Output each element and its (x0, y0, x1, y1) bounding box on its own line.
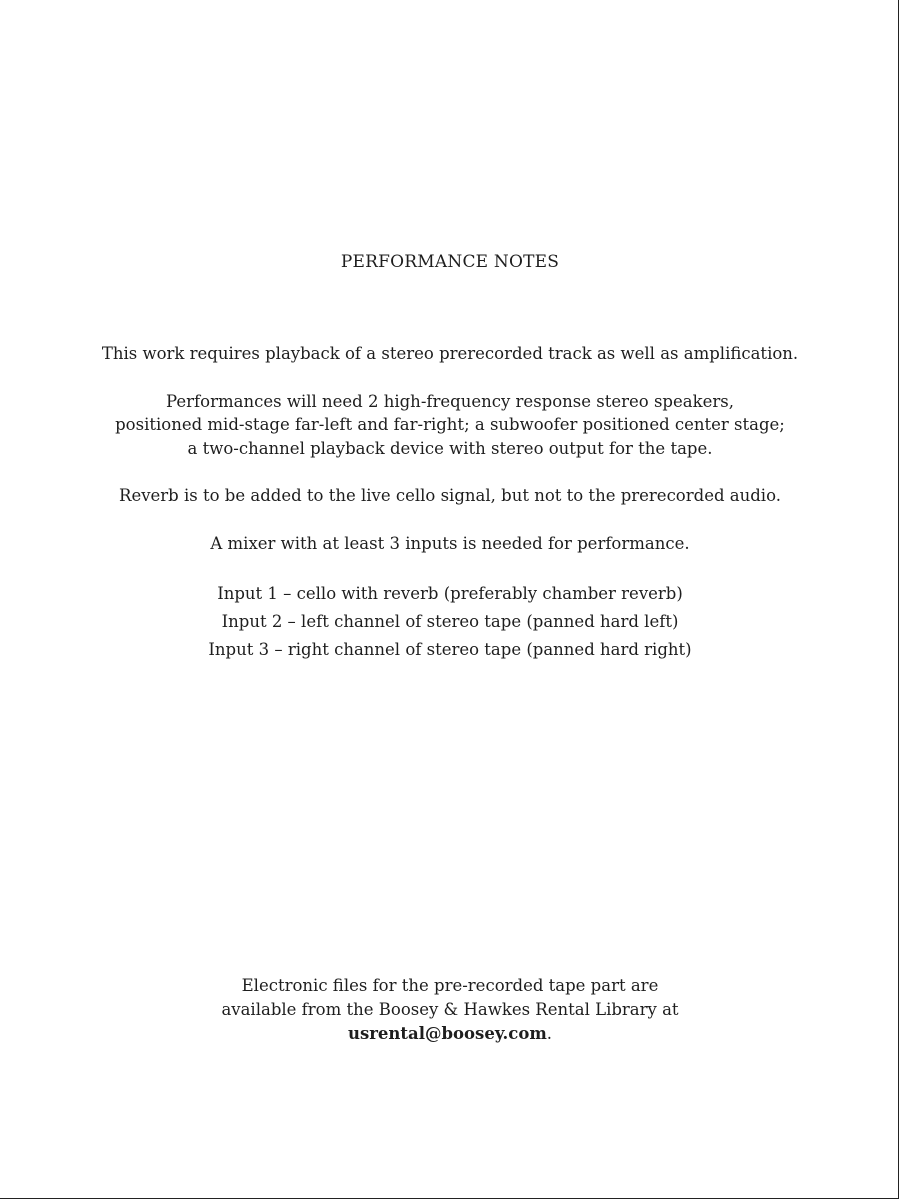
playback-requirement-paragraph: This work requires playback of a stereo prerecorded track as well as amplification. (101, 344, 799, 363)
rental-info-line: Electronic files for the pre-recorded tape part are (241, 976, 659, 995)
mixer-input-item: Input 2 – left channel of stereo tape (panned hard left) (221, 612, 679, 631)
mixer-inputs-list (0, 580, 900, 664)
reverb-paragraph: Reverb is to be added to the live cello signal, but not to the prerecorded audio. (119, 486, 781, 505)
speaker-setup-line: positioned mid-stage far-left and far-right; a subwoofer positioned center stage; (115, 415, 785, 434)
performance-notes-body (0, 342, 900, 664)
mixer-paragraph: A mixer with at least 3 inputs is needed for performance. (210, 533, 690, 553)
page-title: PERFORMANCE NOTES (340, 252, 560, 272)
speaker-setup-line: a two-channel playback device with stereo output for the tape. (187, 438, 713, 458)
rental-info-line: available from the Boosey & Hawkes Rental Library at (221, 1000, 679, 1019)
rental-info-footer (0, 974, 900, 1046)
rental-email: usrental@boosey.com (347, 1024, 547, 1043)
mixer-input-item: Input 3 – right channel of stereo tape (panned hard right) (208, 640, 692, 659)
speaker-setup-paragraph (0, 390, 900, 461)
mixer-input-item: Input 1 – cello with reverb (preferably chamber reverb) (217, 584, 683, 603)
speaker-setup-line: Performances will need 2 high-frequency response stereo speakers, (166, 391, 734, 411)
rental-email-line (0, 1022, 900, 1046)
rental-email-suffix: . (546, 1024, 553, 1043)
